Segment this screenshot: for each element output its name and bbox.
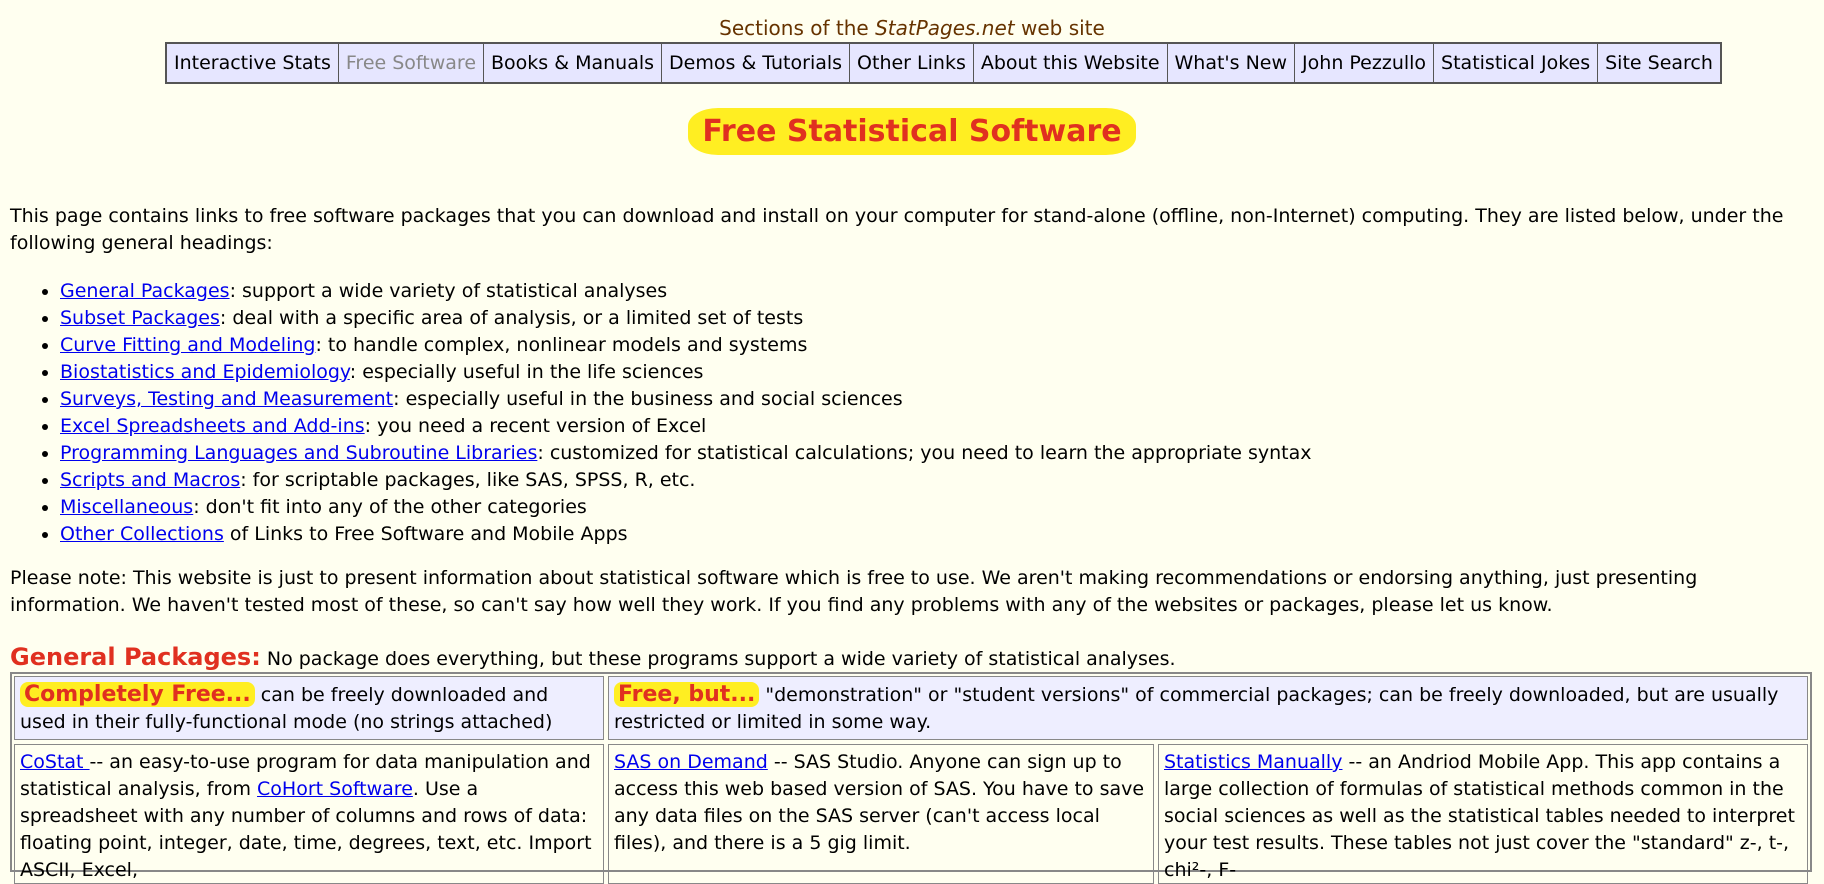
section-nav — [165, 42, 1722, 84]
free-but-header: Free, but... "demonstration" or "student versions" of commercial packages; can be freely downloaded, but are usually restricted or limited in some way. — [608, 676, 1808, 740]
list-item: • Scripts and Macros: for scriptable packages, like SAS, SPSS, R, etc. — [60, 467, 1312, 494]
list-item: • Surveys, Testing and Measurement: especially useful in the business and social sciences — [60, 386, 1312, 413]
link-programming[interactable]: Programming Languages and Subroutine Libraries — [60, 442, 538, 464]
nav-other-links[interactable]: Other Links — [850, 44, 974, 82]
list-item: • Programming Languages and Subroutine Libraries: customized for statistical calculations; you need to learn the appropriate syntax — [60, 440, 1312, 467]
nav-statistical-jokes[interactable]: Statistical Jokes — [1434, 44, 1598, 82]
link-biostatistics[interactable]: Biostatistics and Epidemiology — [60, 361, 350, 383]
list-item: • Miscellaneous: don't fit into any of the other categories — [60, 494, 1312, 521]
list-item: • Subset Packages: deal with a specific area of analysis, or a limited set of tests — [60, 305, 1312, 332]
nav-demos-tutorials[interactable]: Demos & Tutorials — [662, 44, 850, 82]
link-miscellaneous[interactable]: Miscellaneous — [60, 496, 194, 518]
note-paragraph: Please note: This website is just to present information about statistical software which is free to use. We aren't making recommendations or endorsing anything, just presenting information. We haven't tested most of these, so can't say how well they work. If you find any problems with any of the websites or packages, please let us know. — [10, 567, 1698, 616]
intro-paragraph: This page contains links to free software packages that you can download and install on your computer for stand-alone (offline, non-Internet) computing. They are listed below, under the following general headings: — [10, 205, 1784, 254]
page-title-wrap — [0, 108, 1824, 155]
page-title: Free Statistical Software — [688, 108, 1135, 155]
link-costat[interactable]: CoStat — [20, 751, 90, 773]
list-item: • Excel Spreadsheets and Add-ins: you need a recent version of Excel — [60, 413, 1312, 440]
free-but-title: Free, but... — [614, 682, 759, 707]
nav-whats-new[interactable]: What's New — [1168, 44, 1296, 82]
sas-cell: SAS on Demand -- SAS Studio. Anyone can sign up to access this web based version of SAS. You have to save any data files on the SAS server (can't access local files), and there is a 5 gig limit. — [608, 744, 1154, 884]
statistics-manually-cell: Statistics Manually -- an Andriod Mobile App. This app contains a large collection of formulas of statistical methods common in the social sciences as well as the statistical tables needed to interpret your test results. These tables not just cover the "standard" z-, t-, chi²-, F- — [1158, 744, 1808, 884]
nav-interactive-stats[interactable]: Interactive Stats — [167, 44, 339, 82]
link-scripts-macros[interactable]: Scripts and Macros — [60, 469, 241, 491]
list-item: • General Packages: support a wide variety of statistical analyses — [60, 278, 1312, 305]
link-statistics-manually[interactable]: Statistics Manually — [1164, 751, 1343, 773]
link-general-packages[interactable]: General Packages — [60, 280, 230, 302]
link-subset-packages[interactable]: Subset Packages — [60, 307, 220, 329]
nav-about[interactable]: About this Website — [974, 44, 1168, 82]
nav-site-search[interactable]: Site Search — [1605, 52, 1713, 74]
link-other-collections[interactable]: Other Collections — [60, 523, 224, 545]
link-cohort-software[interactable]: CoHort Software — [257, 778, 413, 800]
site-name: StatPages.net — [875, 16, 1015, 40]
list-item: • Other Collections of Links to Free Software and Mobile Apps — [60, 521, 1312, 548]
link-sas-on-demand[interactable]: SAS on Demand — [614, 751, 768, 773]
costat-cell: CoStat -- an easy-to-use program for data manipulation and statistical analysis, from CoHort Software. Use a spreadsheet with any number of columns and rows of data: floating point, integer, date, time, degrees, text, etc. Import ASCII, Excel, — [14, 744, 604, 884]
link-excel[interactable]: Excel Spreadsheets and Add-ins — [60, 415, 365, 437]
list-item: • Curve Fitting and Modeling: to handle complex, nonlinear models and systems — [60, 332, 1312, 359]
completely-free-title: Completely Free... — [20, 682, 255, 707]
general-packages-heading: General Packages: No package does everything, but these programs support a wide variety of statistical analyses. — [10, 643, 1176, 671]
list-item: • Biostatistics and Epidemiology: especially useful in the life sciences — [60, 359, 1312, 386]
link-surveys[interactable]: Surveys, Testing and Measurement — [60, 388, 394, 410]
general-packages-title: General Packages: — [10, 643, 261, 671]
nav-books-manuals[interactable]: Books & Manuals — [484, 44, 662, 82]
completely-free-header: Completely Free... can be freely downloaded and used in their fully-functional mode (no strings attached) — [14, 676, 604, 740]
section-list — [28, 278, 1312, 548]
link-curve-fitting[interactable]: Curve Fitting and Modeling — [60, 334, 316, 356]
sections-label: Sections of the StatPages.net web site — [719, 16, 1105, 40]
general-packages-table — [10, 672, 1812, 881]
nav-john-pezzullo[interactable]: John Pezzullo — [1295, 44, 1434, 82]
nav-free-software[interactable]: Free Software — [339, 44, 484, 82]
